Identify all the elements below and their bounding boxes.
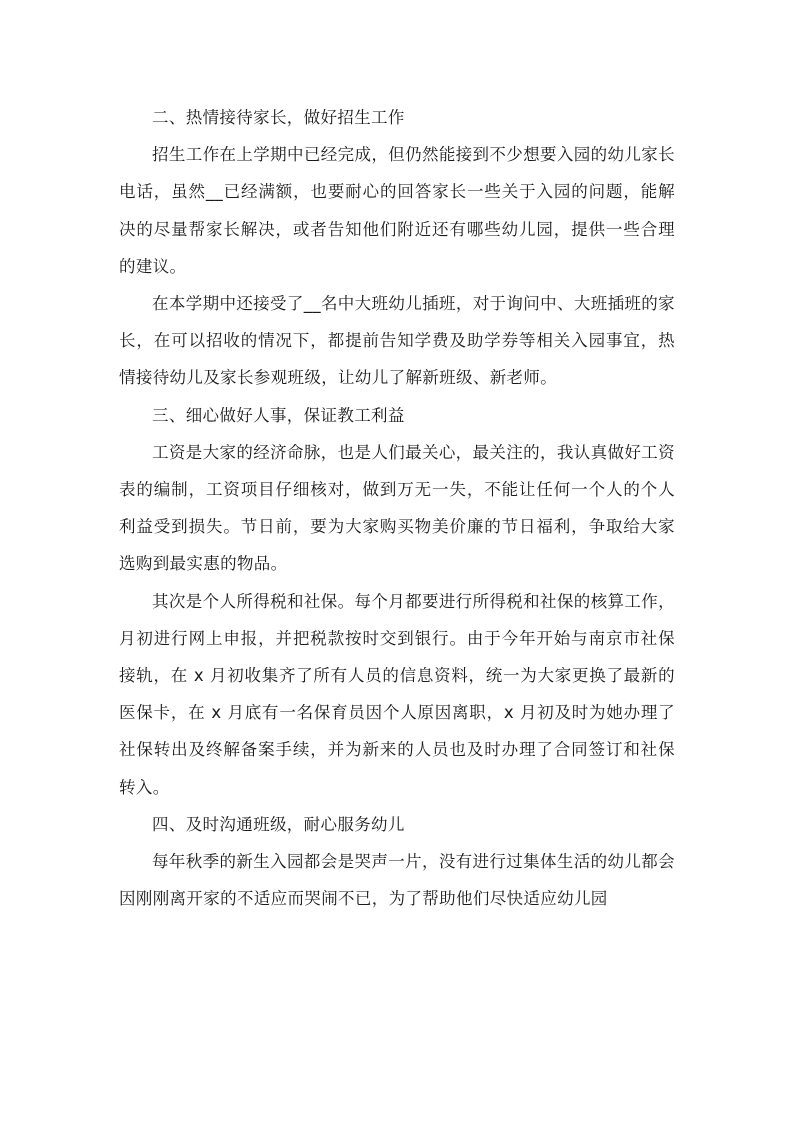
paragraph-enrollment: 招生工作在上学期中已经完成，但仍然能接到不少想要入园的幼儿家长电话，虽然__已经满额，也要耐心的回答家长一些关于入园的问题，能解决的尽量帮家长解决，或者告知他们附近还有哪些幼儿园，提供一些合理的建议。 [119, 145, 675, 276]
paragraph-payroll: 工资是大家的经济命脉，也是人们最关心，最关注的，我认真做好工资表的编制，工资项目仔细核对，做到万无一失，不能让任何一个人的个人利益受到损失。节日前，要为大家购买物美价廉的节日福利，争取给大家选购到最实惠的物品。 [119, 442, 675, 574]
section-heading-2: 二、热情接待家长，做好招生工作 [152, 108, 405, 127]
paragraph-tax-social-security: 其次是个人所得税和社保。每个月都要进行所得税和社保的核算工作，月初进行网上申报，并把税款按时交到银行。由于今年开始与南京市社保接轨，在 x 月初收集齐了所有人员的信息资料，统一为大家更换了最新的医保卡，在 x 月底有一名保育员因个人原因离职，x 月初及时为她办理了社保转出及终解备案手续，并为新来的人员也及时办理了合同签订和社保转入。 [119, 591, 675, 797]
paragraph-transfer-students: 在本学期中还接受了__名中大班幼儿插班，对于询问中、大班插班的家长，在可以招收的情况下，都提前告知学费及助学券等相关入园事宜，热情接待幼儿及家长参观班级，让幼儿了解新班级、新老师。 [119, 294, 675, 388]
section-heading-4: 四、及时沟通班级，耐心服务幼儿 [152, 814, 405, 834]
paragraph-new-children: 每年秋季的新生入园都会是哭声一片，没有进行过集体生活的幼儿都会因刚刚离开家的不适应而哭闹不已，为了帮助他们尽快适应幼儿园 [119, 852, 675, 909]
document-body [119, 99, 675, 917]
section-heading-3: 三、细心做好人事，保证教工利益 [152, 405, 405, 425]
